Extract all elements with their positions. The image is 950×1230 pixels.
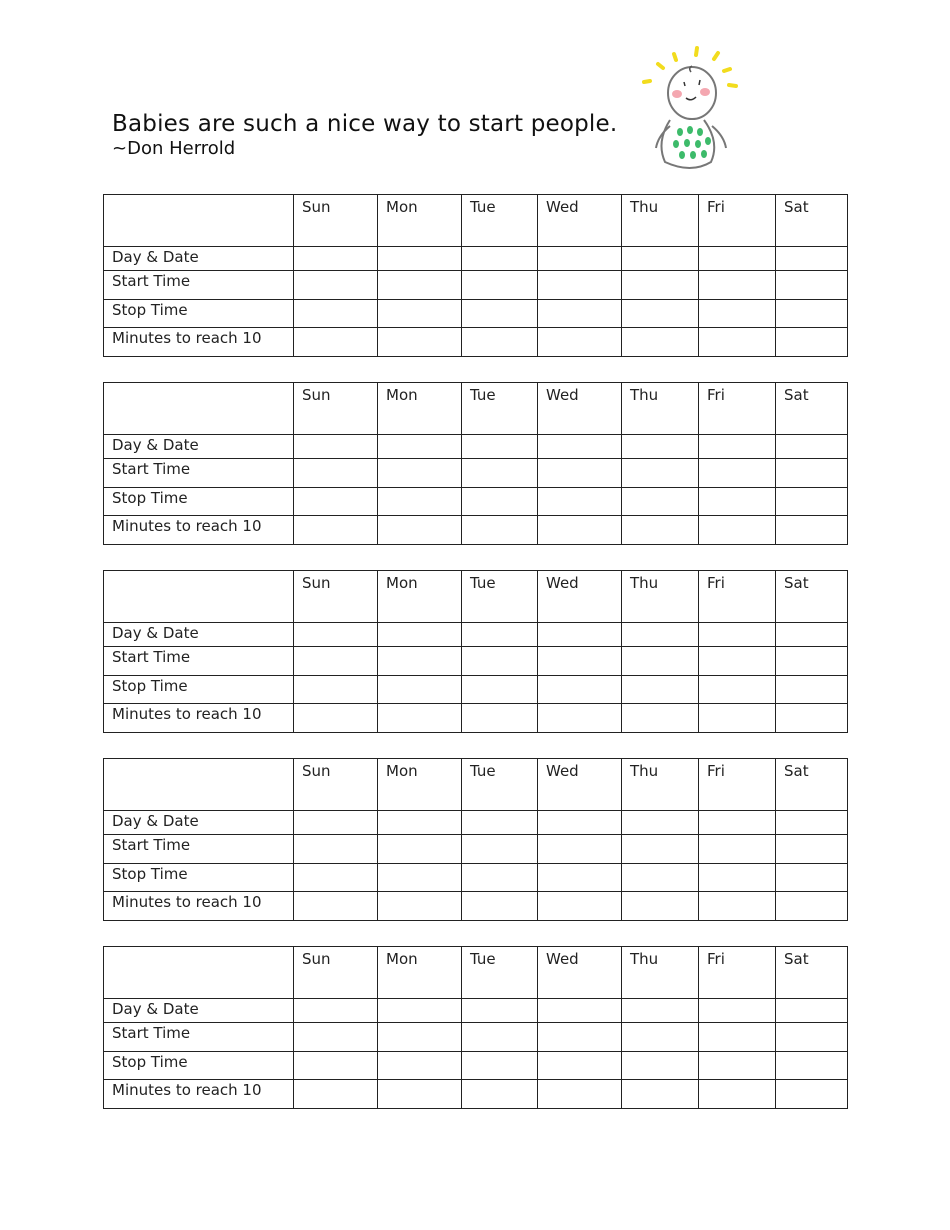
entry-cell[interactable] <box>622 271 699 300</box>
corner-cell <box>104 195 294 247</box>
entry-cell[interactable] <box>622 892 699 921</box>
table-row <box>104 999 848 1023</box>
entry-cell[interactable] <box>699 300 776 328</box>
entry-cell[interactable] <box>622 623 699 647</box>
table-row <box>104 704 848 733</box>
entry-cell[interactable] <box>699 459 776 488</box>
row-label: Minutes to reach 10 <box>104 328 294 357</box>
entry-cell[interactable] <box>294 1052 378 1080</box>
table-row <box>104 892 848 921</box>
entry-cell[interactable] <box>462 1052 538 1080</box>
entry-cell[interactable] <box>294 647 378 676</box>
row-label: Minutes to reach 10 <box>104 704 294 733</box>
entry-cell[interactable] <box>699 999 776 1023</box>
entry-cell[interactable] <box>462 300 538 328</box>
entry-cell[interactable] <box>378 647 462 676</box>
header-wed: Wed <box>538 195 622 247</box>
entry-cell[interactable] <box>462 811 538 835</box>
entry-cell[interactable] <box>776 271 848 300</box>
entry-cell[interactable] <box>622 435 699 459</box>
row-label: Start Time <box>104 459 294 488</box>
header-sat: Sat <box>776 383 848 435</box>
entry-cell[interactable] <box>378 999 462 1023</box>
baby-illustration <box>636 40 746 175</box>
row-label: Stop Time <box>104 1052 294 1080</box>
table-row <box>104 271 848 300</box>
row-label: Day & Date <box>104 623 294 647</box>
entry-cell[interactable] <box>294 892 378 921</box>
entry-cell[interactable] <box>462 704 538 733</box>
entry-cell[interactable] <box>462 435 538 459</box>
entry-cell[interactable] <box>378 864 462 892</box>
entry-cell[interactable] <box>378 835 462 864</box>
entry-cell[interactable] <box>776 1080 848 1109</box>
entry-cell[interactable] <box>776 1023 848 1052</box>
entry-cell[interactable] <box>462 623 538 647</box>
entry-cell[interactable] <box>462 676 538 704</box>
schedule-table-2 <box>103 382 848 545</box>
corner-cell <box>104 759 294 811</box>
header-tue: Tue <box>462 947 538 999</box>
entry-cell[interactable] <box>622 328 699 357</box>
entry-cell[interactable] <box>462 1080 538 1109</box>
entry-cell[interactable] <box>622 488 699 516</box>
entry-cell[interactable] <box>699 271 776 300</box>
entry-cell[interactable] <box>294 435 378 459</box>
table-row <box>104 247 848 271</box>
entry-cell[interactable] <box>699 488 776 516</box>
table-row <box>104 676 848 704</box>
entry-cell[interactable] <box>699 835 776 864</box>
entry-cell[interactable] <box>776 864 848 892</box>
quote-author: ~Don Herrold <box>112 138 236 159</box>
entry-cell[interactable] <box>378 676 462 704</box>
header-mon: Mon <box>378 195 462 247</box>
header-fri: Fri <box>699 947 776 999</box>
header-wed: Wed <box>538 759 622 811</box>
entry-cell[interactable] <box>378 516 462 545</box>
entry-cell[interactable] <box>538 623 622 647</box>
entry-cell[interactable] <box>294 459 378 488</box>
entry-cell[interactable] <box>699 435 776 459</box>
entry-cell[interactable] <box>538 811 622 835</box>
entry-cell[interactable] <box>776 300 848 328</box>
entry-cell[interactable] <box>294 300 378 328</box>
entry-cell[interactable] <box>378 1080 462 1109</box>
entry-cell[interactable] <box>699 516 776 545</box>
entry-cell[interactable] <box>294 488 378 516</box>
table-row <box>104 435 848 459</box>
header-wed: Wed <box>538 947 622 999</box>
header-tue: Tue <box>462 195 538 247</box>
header-fri: Fri <box>699 383 776 435</box>
entry-cell[interactable] <box>622 835 699 864</box>
entry-cell[interactable] <box>622 247 699 271</box>
entry-cell[interactable] <box>462 328 538 357</box>
header-sat: Sat <box>776 195 848 247</box>
row-label: Stop Time <box>104 488 294 516</box>
entry-cell[interactable] <box>538 459 622 488</box>
entry-cell[interactable] <box>699 623 776 647</box>
entry-cell[interactable] <box>538 516 622 545</box>
entry-cell[interactable] <box>462 864 538 892</box>
header-wed: Wed <box>538 571 622 623</box>
entry-cell[interactable] <box>462 459 538 488</box>
entry-cell[interactable] <box>294 328 378 357</box>
entry-cell[interactable] <box>378 892 462 921</box>
table-row <box>104 459 848 488</box>
entry-cell[interactable] <box>622 1080 699 1109</box>
entry-cell[interactable] <box>294 1080 378 1109</box>
header-thu: Thu <box>622 947 699 999</box>
entry-cell[interactable] <box>699 704 776 733</box>
entry-cell[interactable] <box>378 328 462 357</box>
entry-cell[interactable] <box>378 300 462 328</box>
schedule-table-4 <box>103 758 848 921</box>
entry-cell[interactable] <box>538 1023 622 1052</box>
entry-cell[interactable] <box>776 676 848 704</box>
row-label: Minutes to reach 10 <box>104 1080 294 1109</box>
entry-cell[interactable] <box>378 623 462 647</box>
entry-cell[interactable] <box>378 459 462 488</box>
entry-cell[interactable] <box>622 864 699 892</box>
entry-cell[interactable] <box>462 835 538 864</box>
table-header-row <box>104 947 848 999</box>
row-label: Day & Date <box>104 247 294 271</box>
entry-cell[interactable] <box>699 328 776 357</box>
table-row <box>104 835 848 864</box>
header-thu: Thu <box>622 195 699 247</box>
entry-cell[interactable] <box>378 271 462 300</box>
entry-cell[interactable] <box>378 435 462 459</box>
quote-text: Babies are such a nice way to start people. <box>112 111 618 137</box>
header-wed: Wed <box>538 383 622 435</box>
entry-cell[interactable] <box>776 328 848 357</box>
header-sun: Sun <box>294 759 378 811</box>
corner-cell <box>104 383 294 435</box>
entry-cell[interactable] <box>622 516 699 545</box>
entry-cell[interactable] <box>622 811 699 835</box>
entry-cell[interactable] <box>776 835 848 864</box>
schedule-table-5 <box>103 946 848 1109</box>
entry-cell[interactable] <box>294 999 378 1023</box>
entry-cell[interactable] <box>538 300 622 328</box>
table-header-row <box>104 195 848 247</box>
entry-cell[interactable] <box>378 1052 462 1080</box>
schedule-table-1 <box>103 194 848 357</box>
row-label: Start Time <box>104 271 294 300</box>
table-row <box>104 623 848 647</box>
row-label: Minutes to reach 10 <box>104 892 294 921</box>
entry-cell[interactable] <box>294 704 378 733</box>
entry-cell[interactable] <box>294 516 378 545</box>
header-fri: Fri <box>699 759 776 811</box>
entry-cell[interactable] <box>538 647 622 676</box>
entry-cell[interactable] <box>776 811 848 835</box>
entry-cell[interactable] <box>776 459 848 488</box>
table-row <box>104 488 848 516</box>
entry-cell[interactable] <box>294 271 378 300</box>
entry-cell[interactable] <box>538 676 622 704</box>
entry-cell[interactable] <box>538 435 622 459</box>
row-label: Start Time <box>104 647 294 676</box>
table-row <box>104 328 848 357</box>
entry-cell[interactable] <box>462 488 538 516</box>
entry-cell[interactable] <box>776 892 848 921</box>
table-row <box>104 300 848 328</box>
entry-cell[interactable] <box>699 247 776 271</box>
entry-cell[interactable] <box>776 435 848 459</box>
row-label: Day & Date <box>104 999 294 1023</box>
header-tue: Tue <box>462 759 538 811</box>
entry-cell[interactable] <box>699 864 776 892</box>
entry-cell[interactable] <box>378 247 462 271</box>
entry-cell[interactable] <box>776 1052 848 1080</box>
entry-cell[interactable] <box>294 864 378 892</box>
entry-cell[interactable] <box>378 704 462 733</box>
entry-cell[interactable] <box>462 892 538 921</box>
entry-cell[interactable] <box>776 516 848 545</box>
entry-cell[interactable] <box>462 271 538 300</box>
entry-cell[interactable] <box>776 999 848 1023</box>
entry-cell[interactable] <box>538 892 622 921</box>
entry-cell[interactable] <box>538 704 622 733</box>
entry-cell[interactable] <box>538 1052 622 1080</box>
entry-cell[interactable] <box>462 247 538 271</box>
row-label: Day & Date <box>104 811 294 835</box>
corner-cell <box>104 947 294 999</box>
table-row <box>104 864 848 892</box>
entry-cell[interactable] <box>776 488 848 516</box>
entry-cell[interactable] <box>622 704 699 733</box>
entry-cell[interactable] <box>294 1023 378 1052</box>
entry-cell[interactable] <box>699 892 776 921</box>
entry-cell[interactable] <box>538 488 622 516</box>
row-label: Stop Time <box>104 300 294 328</box>
row-label: Start Time <box>104 1023 294 1052</box>
row-label: Minutes to reach 10 <box>104 516 294 545</box>
header-mon: Mon <box>378 571 462 623</box>
table-header-row <box>104 383 848 435</box>
entry-cell[interactable] <box>462 516 538 545</box>
entry-cell[interactable] <box>462 1023 538 1052</box>
entry-cell[interactable] <box>776 647 848 676</box>
row-label: Start Time <box>104 835 294 864</box>
entry-cell[interactable] <box>699 647 776 676</box>
entry-cell[interactable] <box>294 676 378 704</box>
row-label: Stop Time <box>104 676 294 704</box>
entry-cell[interactable] <box>538 864 622 892</box>
entry-cell[interactable] <box>378 1023 462 1052</box>
header-sun: Sun <box>294 947 378 999</box>
entry-cell[interactable] <box>699 1080 776 1109</box>
header-mon: Mon <box>378 759 462 811</box>
entry-cell[interactable] <box>622 300 699 328</box>
entry-cell[interactable] <box>538 328 622 357</box>
header-mon: Mon <box>378 947 462 999</box>
header-tue: Tue <box>462 571 538 623</box>
entry-cell[interactable] <box>699 1023 776 1052</box>
entry-cell[interactable] <box>776 623 848 647</box>
header-sun: Sun <box>294 383 378 435</box>
table-row <box>104 1080 848 1109</box>
entry-cell[interactable] <box>294 623 378 647</box>
entry-cell[interactable] <box>538 247 622 271</box>
entry-cell[interactable] <box>294 835 378 864</box>
header-thu: Thu <box>622 759 699 811</box>
entry-cell[interactable] <box>622 647 699 676</box>
entry-cell[interactable] <box>462 647 538 676</box>
table-row <box>104 516 848 545</box>
table-header-row <box>104 571 848 623</box>
table-row <box>104 811 848 835</box>
table-row <box>104 647 848 676</box>
entry-cell[interactable] <box>294 811 378 835</box>
entry-cell[interactable] <box>622 1052 699 1080</box>
entry-cell[interactable] <box>538 835 622 864</box>
entry-cell[interactable] <box>462 999 538 1023</box>
corner-cell <box>104 571 294 623</box>
row-label: Stop Time <box>104 864 294 892</box>
entry-cell[interactable] <box>538 1080 622 1109</box>
row-label: Day & Date <box>104 435 294 459</box>
entry-cell[interactable] <box>622 1023 699 1052</box>
entry-cell[interactable] <box>699 676 776 704</box>
header-sat: Sat <box>776 759 848 811</box>
header-thu: Thu <box>622 383 699 435</box>
header-tue: Tue <box>462 383 538 435</box>
header-fri: Fri <box>699 571 776 623</box>
header-sun: Sun <box>294 195 378 247</box>
quote-block <box>112 108 617 161</box>
entry-cell[interactable] <box>622 999 699 1023</box>
entry-cell[interactable] <box>622 676 699 704</box>
header-mon: Mon <box>378 383 462 435</box>
entry-cell[interactable] <box>776 704 848 733</box>
header-sun: Sun <box>294 571 378 623</box>
table-row <box>104 1023 848 1052</box>
entry-cell[interactable] <box>699 1052 776 1080</box>
entry-cell[interactable] <box>776 247 848 271</box>
header-fri: Fri <box>699 195 776 247</box>
header-sat: Sat <box>776 947 848 999</box>
entry-cell[interactable] <box>622 459 699 488</box>
entry-cell[interactable] <box>699 811 776 835</box>
entry-cell[interactable] <box>538 271 622 300</box>
table-row <box>104 1052 848 1080</box>
entry-cell[interactable] <box>378 488 462 516</box>
entry-cell[interactable] <box>378 811 462 835</box>
entry-cell[interactable] <box>294 247 378 271</box>
header-thu: Thu <box>622 571 699 623</box>
header-sat: Sat <box>776 571 848 623</box>
table-header-row <box>104 759 848 811</box>
entry-cell[interactable] <box>538 999 622 1023</box>
schedule-table-3 <box>103 570 848 733</box>
